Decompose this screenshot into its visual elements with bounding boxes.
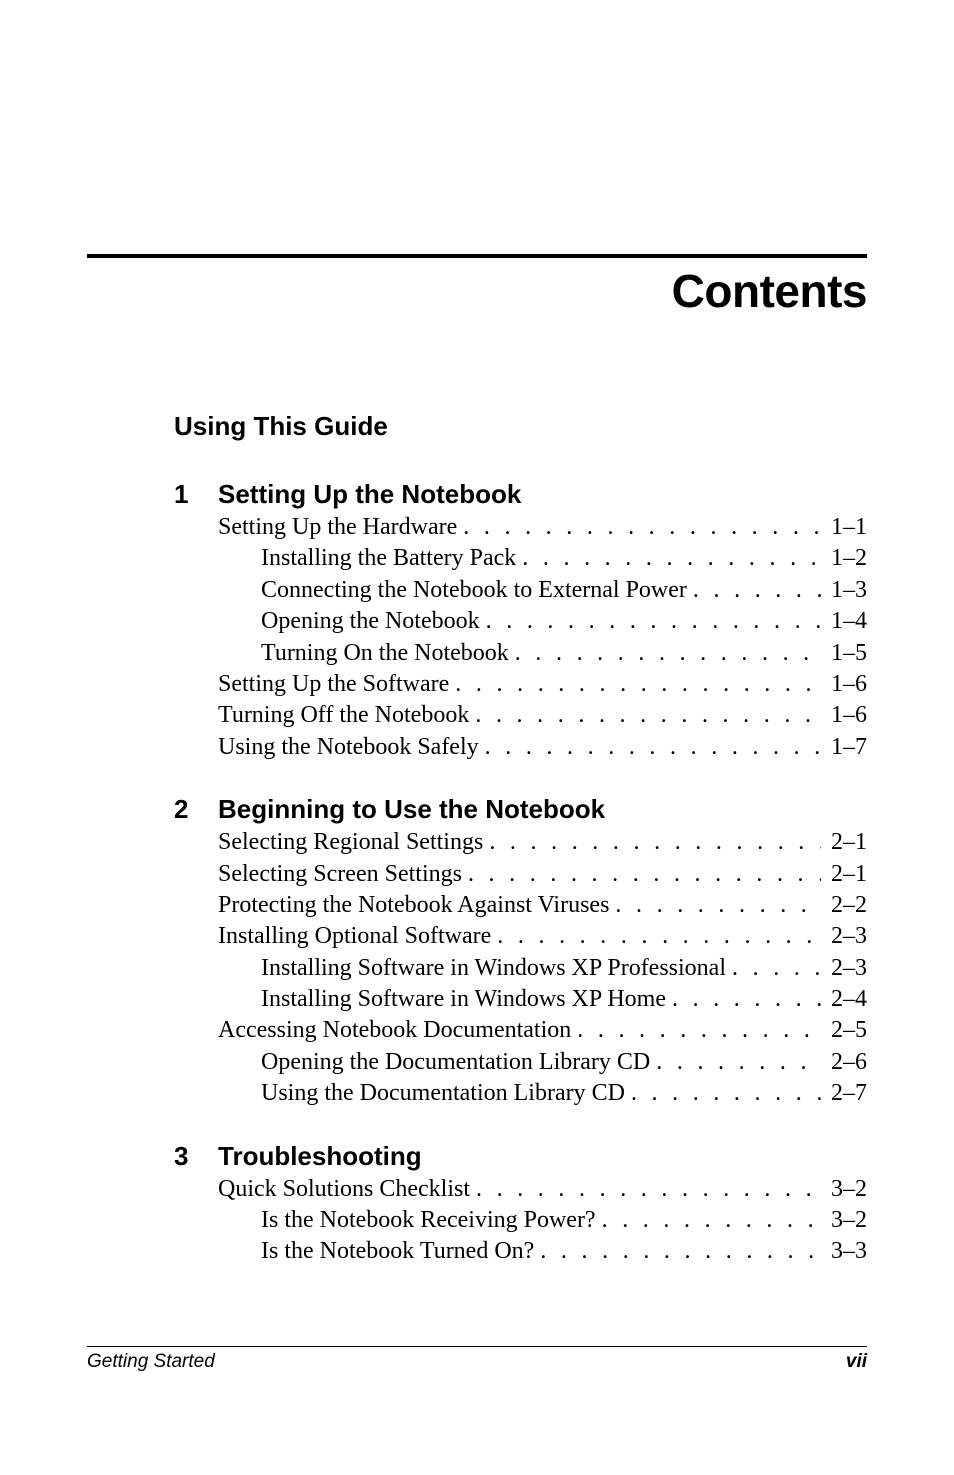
toc-entry-title: Setting Up the Hardware	[218, 514, 458, 540]
toc-entry-page: 1–7	[831, 733, 867, 760]
toc-entry-page: 1–2	[831, 545, 867, 572]
dot-leader	[672, 984, 821, 1015]
toc-entry-page: 2–1	[831, 860, 867, 887]
dot-leader	[540, 1236, 821, 1267]
toc-entry-title: Installing Software in Windows XP Professional	[261, 954, 726, 981]
chapter-entries	[174, 1174, 867, 1268]
toc-entry-title: Selecting Regional Settings	[218, 829, 484, 856]
toc-entry-title: Quick Solutions Checklist	[218, 1175, 470, 1202]
toc-entry-title: Using the Documentation Library CD	[261, 1080, 625, 1107]
dot-leader	[455, 669, 821, 700]
toc-entry[interactable]	[174, 669, 867, 700]
toc-entry[interactable]	[174, 732, 867, 763]
toc-entry-title: Using the Notebook Safely	[218, 733, 479, 760]
toc-entry-page: 1–4	[831, 608, 867, 635]
chapter-title: Beginning to Use the Notebook	[218, 794, 606, 825]
toc-entry[interactable]	[174, 859, 867, 890]
toc-entry[interactable]	[174, 1047, 867, 1078]
dot-leader	[489, 827, 821, 858]
toc-entry[interactable]	[174, 606, 867, 637]
dot-leader	[615, 890, 821, 921]
toc-entry-title: Installing Software in Windows XP Home	[261, 986, 666, 1013]
chapter-heading-2[interactable]	[174, 793, 867, 825]
footer-document-title: Getting Started	[87, 1351, 215, 1372]
dot-leader	[485, 732, 821, 763]
dot-leader	[602, 1205, 821, 1236]
toc-entry-title: Turning On the Notebook	[261, 639, 509, 666]
toc-entry-page: 1–6	[831, 670, 867, 697]
dot-leader	[577, 1015, 821, 1046]
toc-entry-title: Installing the Battery Pack	[261, 545, 517, 572]
toc-entry[interactable]	[174, 921, 867, 952]
toc-entry-page: 1–3	[831, 576, 867, 603]
toc-entry-title: Is the Notebook Turned On?	[261, 1238, 535, 1265]
dot-leader	[463, 512, 821, 543]
toc-entry-page: 1–1	[831, 514, 867, 540]
toc-entry[interactable]	[174, 1236, 867, 1267]
toc-entry-page: 2–6	[831, 1048, 867, 1075]
toc-entry[interactable]	[174, 1078, 867, 1109]
toc-entry-title: Opening the Documentation Library CD	[261, 1048, 651, 1075]
dot-leader	[732, 953, 821, 984]
toc-entry-page: 3–2	[831, 1175, 867, 1202]
toc-entry-title: Protecting the Notebook Against Viruses	[218, 891, 610, 918]
toc-heading-using-this-guide[interactable]	[174, 410, 867, 442]
dot-leader	[515, 638, 821, 669]
toc-entry[interactable]	[174, 512, 867, 543]
chapter-entries	[174, 827, 867, 1110]
toc-entry-page: 2–4	[831, 986, 867, 1013]
toc-entry[interactable]	[174, 1174, 867, 1205]
page-title: Contents	[671, 265, 867, 317]
toc-entry-title: Accessing Notebook Documentation	[218, 1017, 572, 1044]
toc-entry[interactable]	[174, 1015, 867, 1046]
toc-entry[interactable]	[174, 890, 867, 921]
chapter-title: Setting Up the Notebook	[218, 479, 522, 509]
chapter-number: 1	[174, 479, 189, 509]
toc-entry-page: 2–2	[831, 891, 867, 918]
toc-entry[interactable]	[174, 984, 867, 1015]
footer-page-number: vii	[845, 1351, 867, 1372]
toc-entry-title: Installing Optional Software	[218, 923, 492, 950]
dot-leader	[522, 543, 821, 574]
table-of-contents	[174, 410, 867, 1268]
toc-entry-title: Is the Notebook Receiving Power?	[261, 1207, 596, 1234]
chapter-title: Troubleshooting	[218, 1140, 422, 1171]
dot-leader	[497, 921, 821, 952]
toc-entry[interactable]	[174, 543, 867, 574]
toc-heading-label: Using This Guide	[174, 411, 388, 441]
chapter-heading-1[interactable]	[174, 478, 867, 510]
toc-entry-page: 3–2	[831, 1207, 867, 1234]
chapter-number: 2	[174, 794, 189, 825]
dot-leader	[475, 700, 821, 731]
dot-leader	[631, 1078, 821, 1109]
toc-entry-page: 1–5	[831, 639, 867, 666]
dot-leader	[656, 1047, 821, 1078]
toc-entry-title: Turning Off the Notebook	[218, 702, 470, 729]
toc-entry[interactable]	[174, 953, 867, 984]
dot-leader	[486, 606, 821, 637]
chapter-number: 3	[174, 1140, 189, 1171]
dot-leader	[468, 859, 821, 890]
toc-entry-page: 2–3	[831, 954, 867, 981]
toc-entry[interactable]	[174, 638, 867, 669]
toc-entry[interactable]	[174, 575, 867, 606]
toc-entry[interactable]	[174, 700, 867, 731]
footer-rule	[87, 1346, 867, 1347]
toc-entry[interactable]	[174, 827, 867, 858]
toc-entry-page: 2–1	[831, 829, 867, 856]
toc-entry-page: 2–3	[831, 923, 867, 950]
dot-leader	[693, 575, 821, 606]
toc-entry-title: Selecting Screen Settings	[218, 860, 462, 887]
toc-entry-title: Opening the Notebook	[261, 608, 480, 635]
toc-entry-title: Setting Up the Software	[218, 670, 450, 697]
toc-entry-page: 3–3	[831, 1238, 867, 1265]
toc-entry-page: 2–5	[831, 1017, 867, 1044]
toc-entry-page: 1–6	[831, 702, 867, 729]
chapter-heading-3[interactable]	[174, 1140, 867, 1172]
chapter-entries	[174, 512, 867, 763]
toc-entry-page: 2–7	[831, 1080, 867, 1107]
toc-entry[interactable]	[174, 1205, 867, 1236]
dot-leader	[476, 1174, 821, 1205]
toc-entry-title: Connecting the Notebook to External Power	[261, 576, 687, 603]
title-rule	[87, 254, 867, 258]
